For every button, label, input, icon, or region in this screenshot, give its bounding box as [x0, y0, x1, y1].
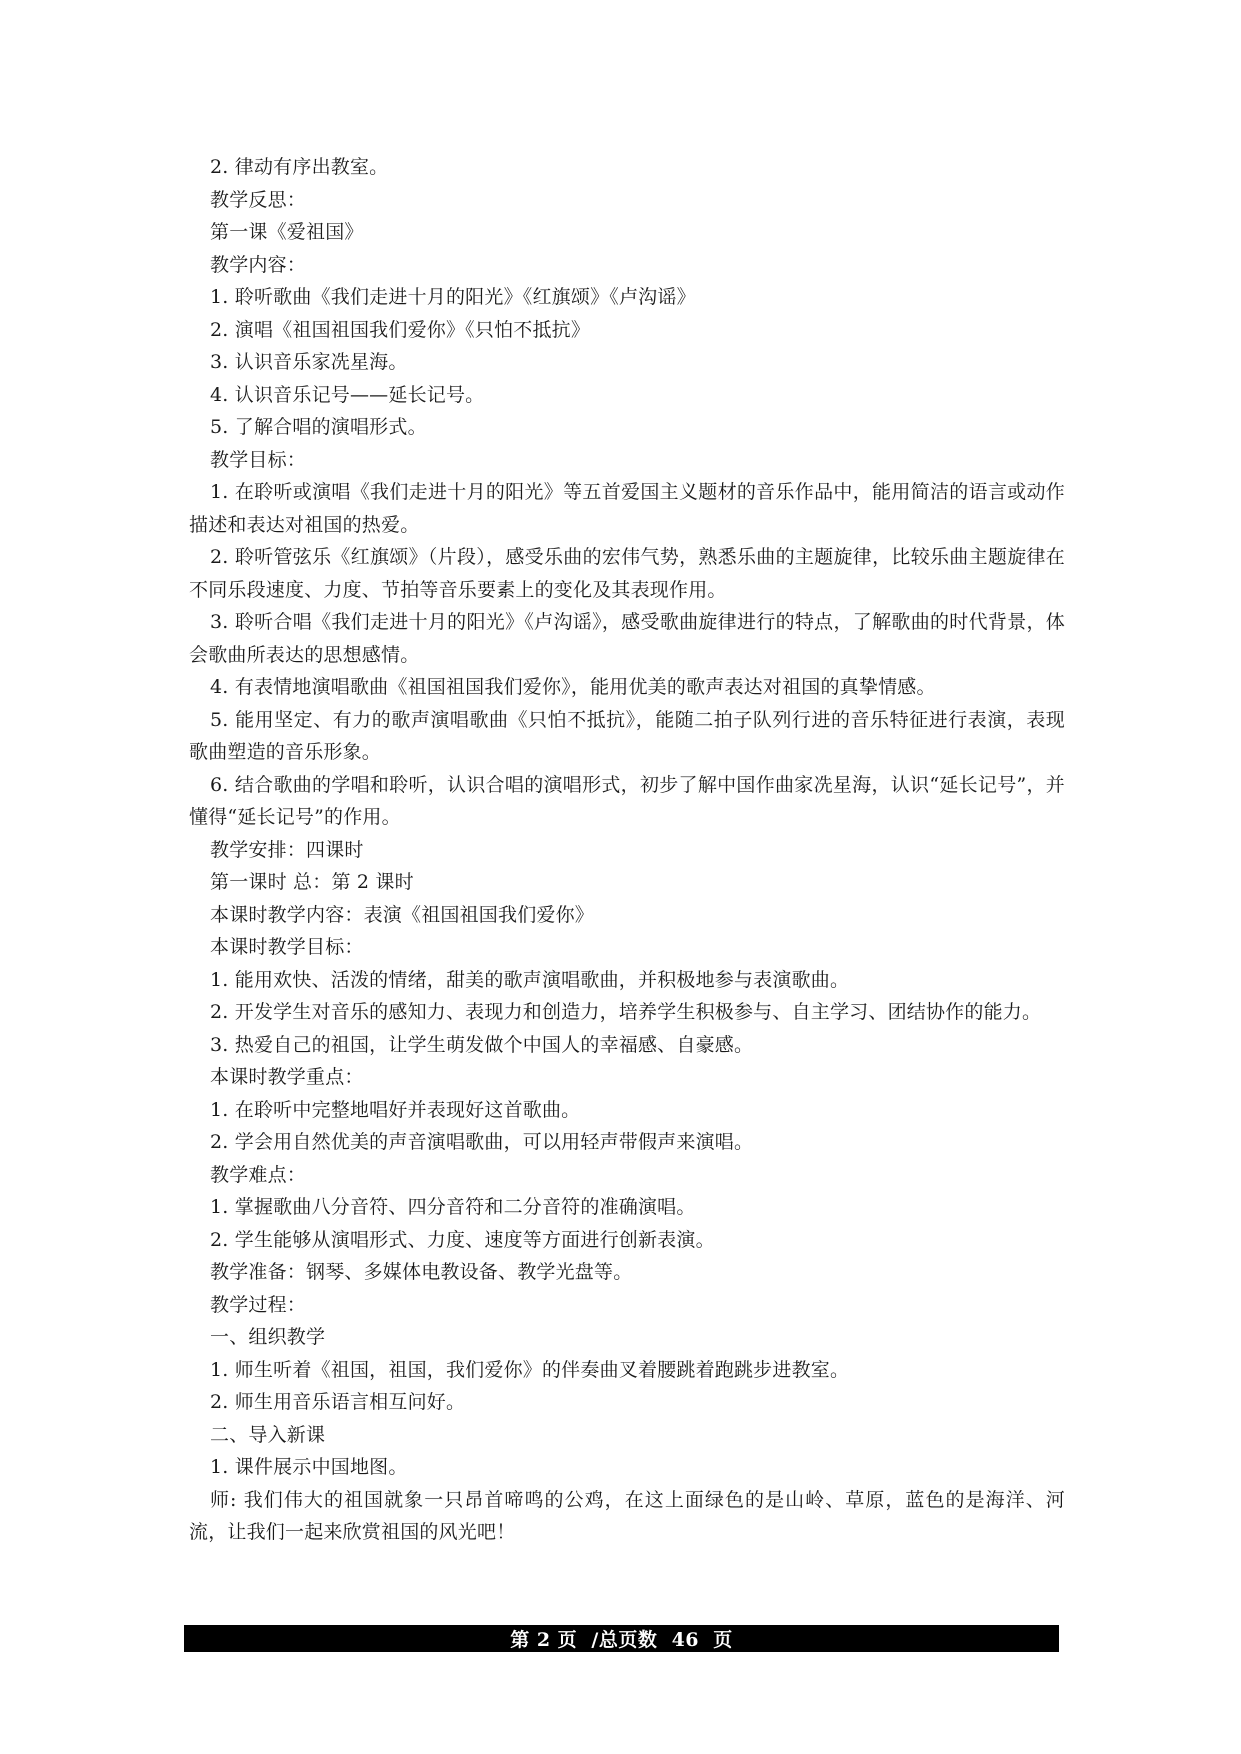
paragraph: 师: 我们伟大的祖国就象一只昂首啼鸣的公鸡，在这上面绿色的是山岭、草原，蓝色的是海洋、河流，让我们一起来欣赏祖国的风光吧！ [189, 1488, 1065, 1543]
paragraph: 6. 结合歌曲的学唱和聆听，认识合唱的演唱形式，初步了解中国作曲家冼星海，认识“延长记号”，并懂得“延长记号”的作用。 [189, 773, 1065, 828]
paragraph: 1. 聆听歌曲《我们走进十月的阳光》《红旗颂》《卢沟谣》 [210, 286, 696, 308]
document-body [189, 151, 1065, 1549]
paragraph: 1. 课件展示中国地图。 [210, 1456, 408, 1478]
paragraph: 4. 认识音乐记号——延长记号。 [210, 383, 485, 406]
paragraph: 教学过程： [210, 1293, 307, 1316]
page-number-label: 第 2 页 /总页数 46 页 [510, 1629, 733, 1651]
paragraph: 教学难点： [210, 1163, 307, 1186]
paragraph: 2. 学会用自然优美的声音演唱歌曲，可以用轻声带假声来演唱。 [210, 1131, 754, 1153]
paragraph: 教学内容： [210, 253, 307, 276]
paragraph: 1. 能用欢快、活泼的情绪，甜美的歌声演唱歌曲，并积极地参与表演歌曲。 [210, 968, 850, 991]
paragraph: 二、导入新课 [210, 1423, 326, 1446]
paragraph: 一、组织教学 [210, 1326, 326, 1348]
paragraph: 2. 师生用音乐语言相互问好。 [210, 1391, 466, 1413]
paragraph: 3. 热爱自己的祖国，让学生萌发做个中国人的幸福感、自豪感。 [210, 1033, 754, 1056]
paragraph: 2. 学生能够从演唱形式、力度、速度等方面进行创新表演。 [210, 1228, 715, 1251]
paragraph: 2. 演唱《祖国祖国我们爱你》《只怕不抵抗》 [210, 318, 591, 341]
paragraph: 第一课时 总：第 2 课时 [210, 871, 414, 893]
paragraph: 教学准备：钢琴、多媒体电教设备、教学光盘等。 [210, 1261, 633, 1283]
paragraph: 2. 开发学生对音乐的感知力、表现力和创造力，培养学生积极参与、自主学习、团结协作的能力。 [210, 1001, 1042, 1023]
paragraph: 2. 聆听管弦乐《红旗颂》（片段），感受乐曲的宏伟气势，熟悉乐曲的主题旋律，比较乐曲主题旋律在不同乐段速度、力度、节拍等音乐要素上的变化及其表现作用。 [189, 546, 1065, 601]
paragraph: 教学安排：四课时 [210, 838, 364, 861]
paragraph: 3. 认识音乐家冼星海。 [210, 351, 408, 373]
paragraph: 1. 在聆听或演唱《我们走进十月的阳光》等五首爱国主义题材的音乐作品中，能用简洁的语言或动作描述和表达对祖国的热爱。 [189, 481, 1065, 536]
paragraph: 1. 师生听着《祖国，祖国，我们爱你》的伴奏曲叉着腰跳着跑跳步进教室。 [210, 1358, 850, 1381]
paragraph: 3. 聆听合唱《我们走进十月的阳光》《卢沟谣》，感受歌曲旋律进行的特点，了解歌曲的时代背景，体会歌曲所表达的思想感情。 [189, 611, 1065, 666]
paragraph: 本课时教学目标： [210, 936, 364, 958]
paragraph: 5. 了解合唱的演唱形式。 [210, 416, 427, 438]
paragraph: 2. 律动有序出教室。 [210, 156, 389, 178]
paragraph: 1. 在聆听中完整地唱好并表现好这首歌曲。 [210, 1098, 581, 1121]
paragraph: 第一课《爱祖国》 [210, 221, 364, 243]
paragraph: 本课时教学内容：表演《祖国祖国我们爱你》 [210, 903, 595, 926]
paragraph: 教学目标： [210, 448, 307, 471]
paragraph: 本课时教学重点： [210, 1066, 364, 1088]
page-footer [184, 1625, 1059, 1652]
paragraph: 4. 有表情地演唱歌曲《祖国祖国我们爱你》，能用优美的歌声表达对祖国的真挚情感。 [210, 676, 936, 698]
paragraph: 1. 掌握歌曲八分音符、四分音符和二分音符的准确演唱。 [210, 1196, 696, 1218]
paragraph: 教学反思： [210, 188, 307, 211]
paragraph: 5. 能用坚定、有力的歌声演唱歌曲《只怕不抵抗》，能随二拍子队列行进的音乐特征进行表演，表现歌曲塑造的音乐形象。 [189, 708, 1065, 763]
